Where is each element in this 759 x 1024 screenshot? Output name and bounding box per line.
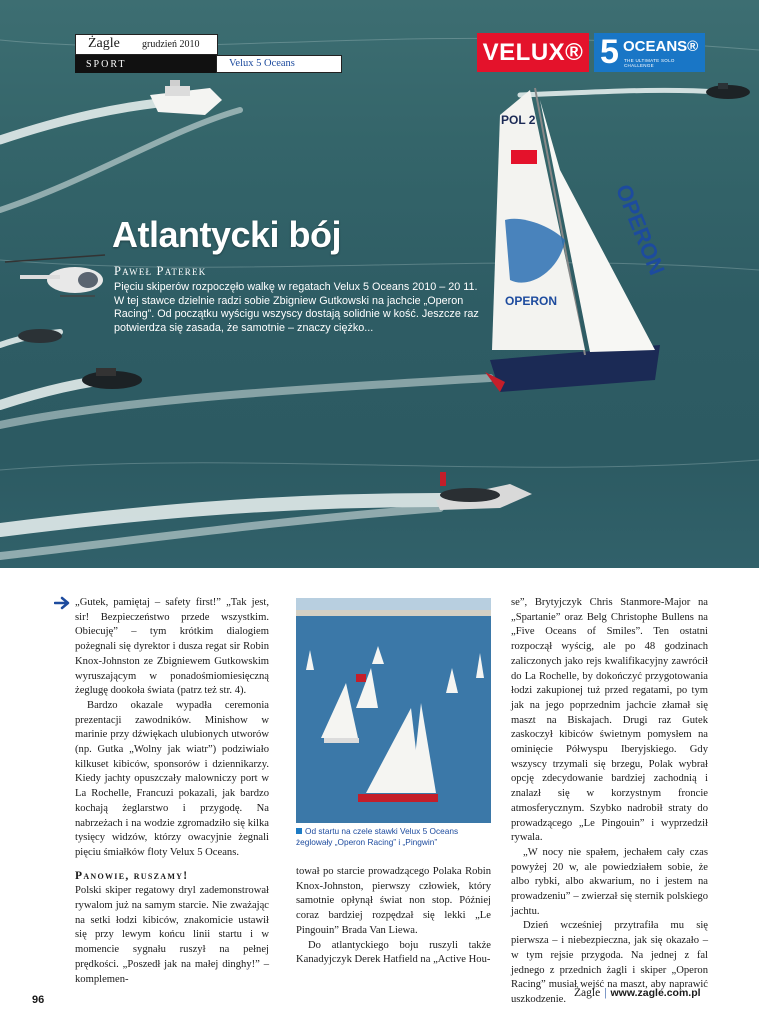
- race-start-illustration: [296, 598, 491, 823]
- paragraph: Bardzo okazale wypadła ceremonia prezentacji zawodników. Minishow w marinie przy dźwiękach ulubionych utworów (np. Gutka „Wolny jak wiatr”) podziwiało kilkuset kibiców, sponsorów i dziennikarzy. Kiedy jachty opuszczały malowniczy port w La Rochelle, Francuzi pokazali, jak bardzo kochają żeglarstwo i przygodę. Na nabrzeżach i na wodzie zgromadziło się kilka tysięcy widzów, którzy owacyjnie żegnali pięciu śmiałków floty Velux 5 Oceans.: [75, 699, 269, 858]
- article-headline: Atlantycki bój: [112, 214, 342, 255]
- section-name: SPORT: [86, 59, 127, 70]
- svg-text:OPERON: OPERON: [610, 180, 670, 279]
- text-column-1: [75, 596, 269, 987]
- svg-text:OPERON: OPERON: [505, 294, 558, 308]
- text-column-2: [296, 865, 491, 968]
- five-oceans-word: OCEANS®: [623, 38, 699, 55]
- arrow-right-icon: [54, 596, 72, 610]
- subheading: Panowie, ruszamy!: [75, 869, 189, 882]
- motor-yacht: [150, 80, 222, 115]
- article-author: Paweł Paterek: [114, 264, 207, 278]
- five-oceans-logo: [594, 33, 705, 72]
- article-lead: Pięciu skiperów rozpoczęło walkę w regatach Velux 5 Oceans 2010 – 20 11. W tej stawce dzielnie radzi sobie Zbigniew Gutkowski na jachcie „Operon Racing”. Od początku wyścigu wszyscy dostają solidnie w kość. Jeszcze raz potwierdza się zasada, że samotnie – znaczy ciężko...: [114, 281, 479, 334]
- caption-text: Od startu na czele stawki Velux 5 Oceans żeglowały „Operon Racing” i „Pingwin”: [296, 826, 459, 847]
- photo-caption: [296, 826, 492, 848]
- helicopter: [5, 255, 105, 296]
- magazine-label-box: [75, 34, 218, 55]
- event-label-box: [216, 55, 342, 73]
- five-oceans-tagline: THE ULTIMATE SOLO CHALLENGE: [624, 58, 675, 68]
- page-number: 96: [32, 994, 45, 1006]
- paragraph: „Gutek, pamiętaj – safety first!” „Tak jest, sir! Bezpieczeństwo przede wszystkim. Obiecuję” – tym krótkim dialogiem pożegnali się dyrektor i dusza regat sir Robin Knox-Johnston ze Zbigniewem Gutkowskim wyruszającym w ponadośmiomiesięczną żeglugę dookoła świata (patrz też str. 4).: [75, 597, 269, 697]
- rib-boat-top: [706, 83, 750, 99]
- paragraph: tował po starcie prowadzącego Polaka Robin Knox-Johnston, pierwszy człowiek, który samotnie opłynął świat non stop. Później coraz bardziej rozpędzał się lekki „Le Pingouin” Brada Van Liewa.: [296, 866, 491, 936]
- operon-racing-yacht: [485, 88, 670, 392]
- page-footer: [574, 987, 701, 999]
- race-start-photo: [296, 598, 491, 823]
- paragraph: „W nocy nie spałem, jechałem cały czas powyżej 20 w, ale powiedziałem sobie, że albo rybki, albo akwarium, no i jestem na prowadzeniu” – zwierzał się sternik polskiego jachtu.: [511, 846, 708, 917]
- five-oceans-number: 5: [600, 33, 619, 71]
- velux-logo: VELUX®: [477, 33, 589, 72]
- issue-date: grudzień 2010: [142, 39, 200, 50]
- caption-square-icon: [296, 828, 302, 834]
- paragraph: Polski skiper regatowy dryl zademonstrował rywalom już na samym starcie. Nie zważając na setki łodzi kibiców, znakomicie ustawił się przy lewym końcu linii startu i w momencie sygnału ruszył na pełnej prędkości. „Poszedł jak na małej dinghy!” – komplemen-: [75, 885, 269, 985]
- event-name: Velux 5 Oceans: [229, 58, 295, 69]
- rib-boat-bottom: [436, 472, 532, 510]
- paragraph: Dzień wcześniej przytrafiła mu się pierwsza – i niebezpieczna, jak się okazało – w tym rejsie przygoda. Na jednej z fal jednego z przednich żagli i skiper „Operon Racing” musiał wejść na maszt, aby naprawić uszkodzenie.: [511, 920, 708, 1005]
- footer-separator: |: [604, 987, 607, 999]
- paragraph: Do atlantyckiego boju ruszyli także Kanadyjczyk Derek Hatfield na „Active Hou-: [296, 939, 491, 966]
- sail-number: POL 2: [501, 113, 536, 127]
- text-column-3: [511, 596, 708, 1008]
- section-label-box: [75, 55, 218, 73]
- footer-magazine: Żagle: [574, 987, 601, 999]
- magazine-name: Żagle: [88, 36, 120, 51]
- paragraph: se”, Brytyjczyk Chris Stanmore-Major na „Spartanie” oraz Belg Christophe Bullens na „Five Oceans of Smiles”. Ten ostatni rozpoczął wyścig, ale po 48 godzinach zaliczonych jako rejs kwalifikacyjny zawrócił do La Rochelle, by dokończyć przygotowania łodzi zakupionej tuż przed regatami, po tym jak na jego poprzednim jachcie złamał się maszt na Biskajach. Drugi raz Gutek zaskoczył kibiców świetnym pomysłem na ominięcie Półwyspu Iberyjskiego. Gdy wszyscy trzymali się brzegu, Polak wybrał opcję zdecydowanie bardziej zachodnią i znalazł się w korzystnym froncie atmosferycznym. Szybko nadrobił straty do prowadzącego „Le Pingouin” i wyprzedził rywala.: [511, 597, 708, 844]
- footer-url[interactable]: www.zagle.com.pl: [610, 987, 701, 999]
